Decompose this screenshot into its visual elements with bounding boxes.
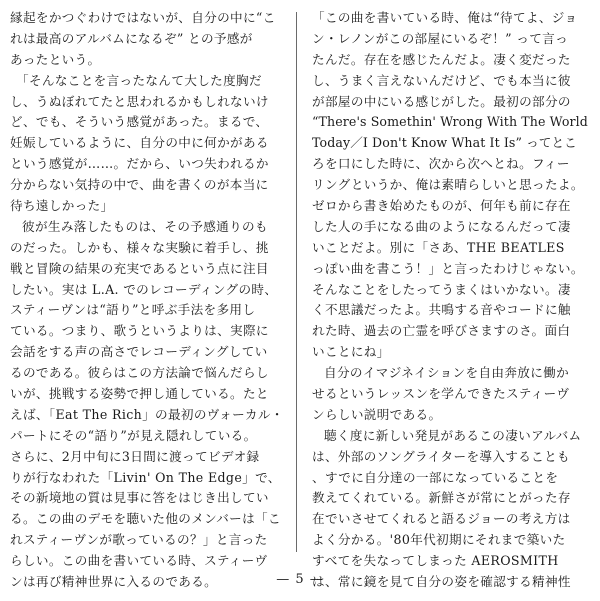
text-line: すべてを失なってしまった AEROSMITH <box>312 553 559 569</box>
text-line: 教えてくれている。新鮮さが常にとがった存 <box>312 490 571 506</box>
text-line: いが、挑戦する姿勢で押し通している。たと <box>10 386 269 402</box>
text-line: した人の手になる曲のようになるんだって凄 <box>312 218 571 234</box>
text-line: いことだよ。別に「さあ、THE BEATLES <box>312 239 565 255</box>
text-line: が部屋の中にいる感じがした。最初の部分の <box>312 93 571 109</box>
text-line: 聴く度に新しい発見があるこの凄いアルバム <box>324 427 582 443</box>
text-line: 妊娠しているように、自分の中に何かがある <box>10 135 269 151</box>
text-line: えば、「Eat The Rich」の最初のヴォーカル・ <box>10 406 284 422</box>
text-line: 自分のイマジネイションを自由奔放に働か <box>324 365 570 381</box>
text-line: その新境地の質は見事に答をはじき出してい <box>10 490 269 506</box>
text-line: ど、でも、そういう感覚があった。まるで、 <box>10 114 269 130</box>
text-line: ンらしい説明である。 <box>312 406 442 422</box>
text-line: れた時、過去の亡霊を呼びさますのさ。面白 <box>312 323 571 339</box>
text-line: したい。実は L.A. でのレコーディングの時、 <box>10 281 278 297</box>
text-line: 彼が生み落したものは、その予感通りのも <box>22 218 268 234</box>
text-line: あったという。 <box>10 51 101 67</box>
text-line: 縁起をかつぐわけではないが、自分の中に“こ <box>10 10 276 25</box>
text-line: ン・レノンがこの部屋にいるぞ！” って言っ <box>312 30 569 46</box>
text-line: リングというか、俺は素晴らしいと思ったよ。 <box>312 177 584 193</box>
text-line: らしい。この曲を書いている時、スティーヴ <box>10 553 268 569</box>
left-text-column <box>10 8 282 593</box>
text-line: たんだ。存在を感じたんだよ。凄く変だった <box>312 51 571 67</box>
text-line: 在でいさせてくれると語るジョーの考え方は <box>312 511 571 527</box>
text-line: れは最高のアルバムになるぞ” との予感が <box>10 30 253 46</box>
text-line: そんなことをしたってうまくはいかない。凄 <box>312 281 571 297</box>
text-line: っぽい曲を書こう！」と言ったわけじゃない。 <box>312 260 584 276</box>
text-line: パートにその“語り”が見え隠れしている。 <box>10 427 257 443</box>
text-line: 、すでに自分達の一部になっていることを <box>312 469 559 485</box>
text-line: Today／I Don't Know What It Is” ってとこ <box>312 135 577 151</box>
text-line: 戦と冒険の結果の充実であるという点に注目 <box>10 260 269 276</box>
text-line: 分からない気持の中で、曲を書くのが本当に <box>10 177 269 193</box>
text-line: “There's Somethin' Wrong With The World <box>312 114 588 130</box>
column-divider <box>296 12 297 552</box>
text-line: いことにね」 <box>312 344 390 360</box>
text-line: し、うぬぼれてたと思われるかもしれないけ <box>10 93 269 109</box>
text-line: は、常に鏡を見て自分の姿を確認する精神性 <box>312 574 571 590</box>
text-line: は、外部のソングライターを導入することも <box>312 448 570 464</box>
text-line: 「そんなことを言ったなんて大した度胸だ <box>16 72 262 88</box>
text-line: ンは再び精神世界に入るのである。 <box>10 574 218 590</box>
text-line: さらに、2月中旬に3日間に渡ってビデオ録 <box>10 448 260 464</box>
text-line: よく分かる。'80年代初期にそれまで築いた <box>312 532 566 548</box>
text-line: せるというレッスンを学んできたスティーヴ <box>312 386 570 402</box>
text-line: 待ち遠しかった」 <box>10 198 114 214</box>
text-line: る。この曲のデモを聴いた他のメンバーは「こ <box>10 511 281 527</box>
right-text-column <box>312 8 588 593</box>
text-line: 「この曲を書いている時、俺は“待てよ、ジョ <box>312 10 578 25</box>
text-line: るのである。彼らはこの方法論で悩んだらし <box>10 365 269 381</box>
text-line: スティーヴンは“語り”と呼ぶ手法を多用し <box>10 302 256 318</box>
text-line: く不思議だったよ。共鳴する音やコードに触 <box>312 302 571 318</box>
text-line: ろを口にした時に、次から次へとね。フィー <box>312 156 570 172</box>
text-line: し、うまく言えないんだけど、でも本当に彼 <box>312 72 571 88</box>
page-number: — 5 — <box>276 572 324 587</box>
text-line: 会話をする声の高さでレコーディングしてい <box>10 344 268 360</box>
text-line: ゼロから書き始めたものが、何年も前に存在 <box>312 198 571 214</box>
text-line: ている。つまり、歌うというよりは、実際に <box>10 323 269 339</box>
text-line: のだった。しかも、様々な実験に着手し、挑 <box>10 239 269 255</box>
text-line: という感覚が……。だから、いつ失われるか <box>10 156 269 172</box>
text-line: りが行なわれた「Livin' On The Edge」で、 <box>10 469 281 485</box>
text-line: れスティーヴンが歌っているの？」と言った <box>10 532 268 548</box>
